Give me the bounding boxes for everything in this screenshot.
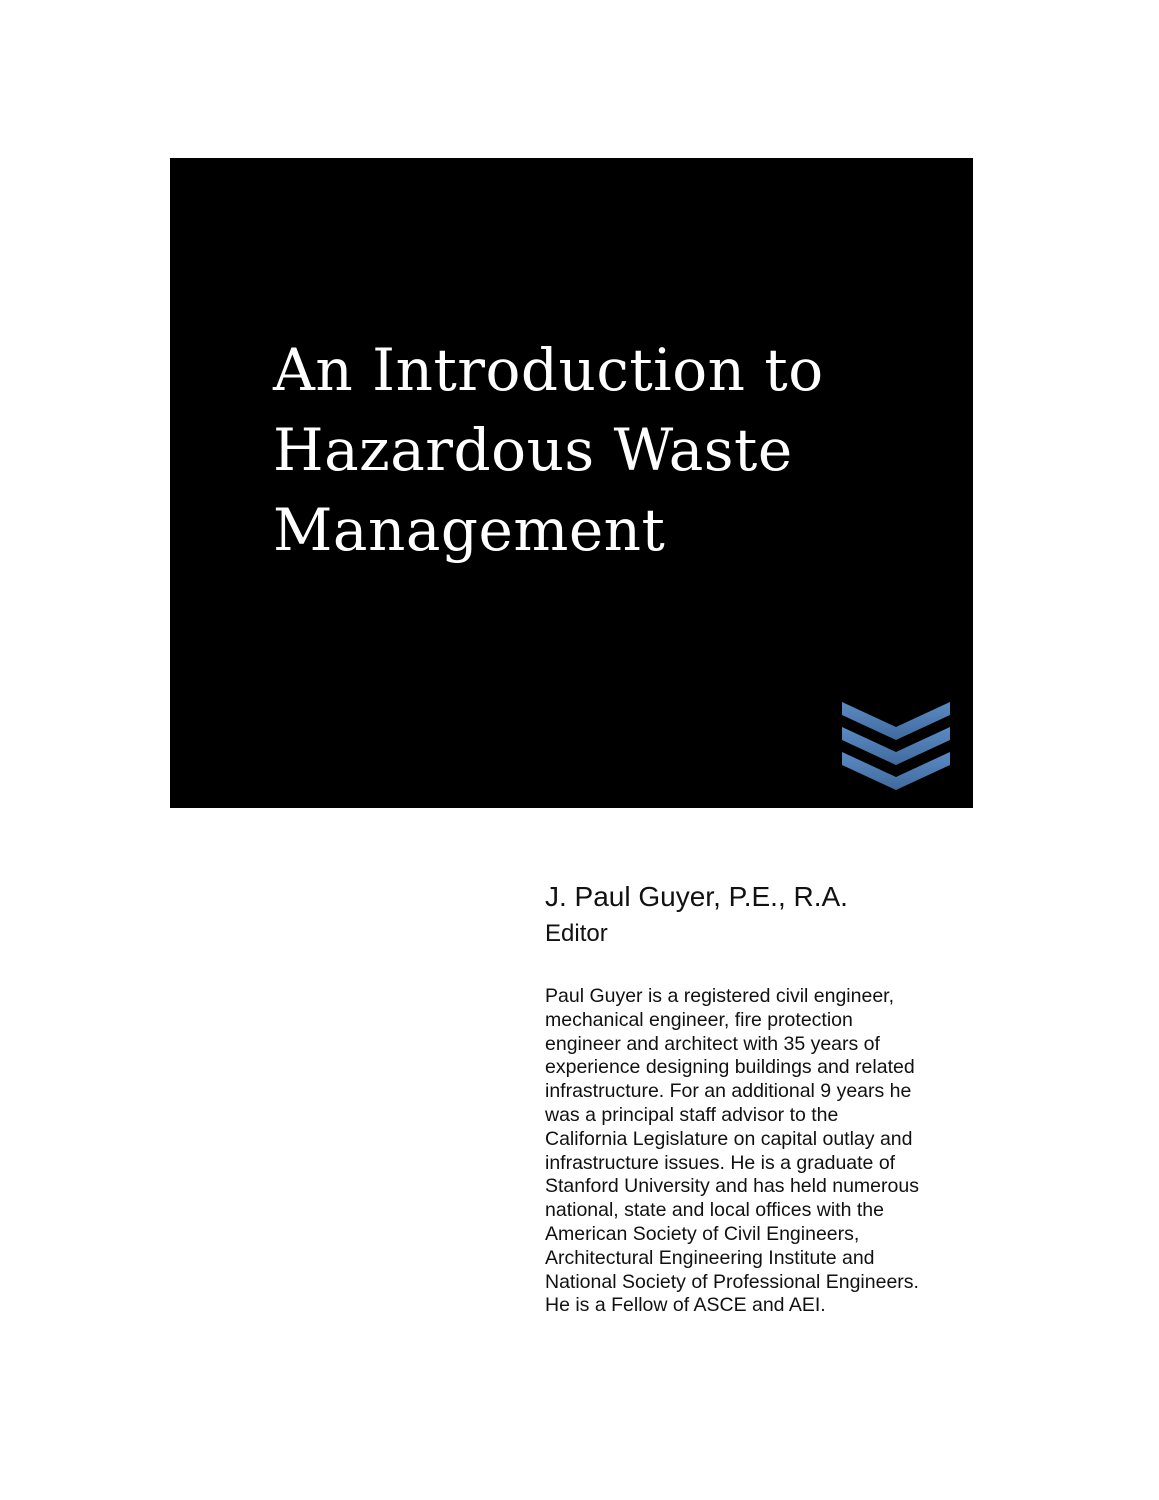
bio-line: Paul Guyer is a registered civil engineer, xyxy=(545,985,895,1007)
bio-line: infrastructure. For an additional 9 years he xyxy=(545,1080,912,1103)
bio-line: engineer and architect with 35 years of xyxy=(545,1032,880,1055)
book-title-line: Hazardous Waste xyxy=(273,416,793,484)
author-role: Editor xyxy=(545,920,608,947)
book-title-line: Management xyxy=(273,496,666,564)
bio-line: National Society of Professional Engineers. xyxy=(545,1270,919,1293)
bio-line: He is a Fellow of ASCE and AEI. xyxy=(545,1294,826,1317)
bio-line: American Society of Civil Engineers, xyxy=(545,1222,860,1245)
bio-line: infrastructure issues. He is a graduate of xyxy=(545,1151,896,1174)
bio-line: California Legislature on capital outlay and xyxy=(545,1127,913,1150)
bio-line: Stanford University and has held numerous xyxy=(545,1175,919,1198)
author-name: J. Paul Guyer, P.E., R.A. xyxy=(545,881,848,912)
bio-line: was a principal staff advisor to the xyxy=(545,1103,839,1126)
triple-chevron-down-icon xyxy=(842,696,950,796)
cover-panel xyxy=(170,158,973,808)
bio-line: Architectural Engineering Institute and xyxy=(545,1246,875,1269)
bio-line: national, state and local offices with the xyxy=(545,1199,884,1222)
author-bio xyxy=(545,985,919,1318)
chevron-shape xyxy=(842,702,950,740)
author-block xyxy=(545,878,848,952)
bio-line: mechanical engineer, fire protection xyxy=(545,1008,853,1031)
book-title-line: An Introduction to xyxy=(273,336,824,404)
book-title xyxy=(273,330,824,570)
bio-line: experience designing buildings and related xyxy=(545,1056,915,1079)
